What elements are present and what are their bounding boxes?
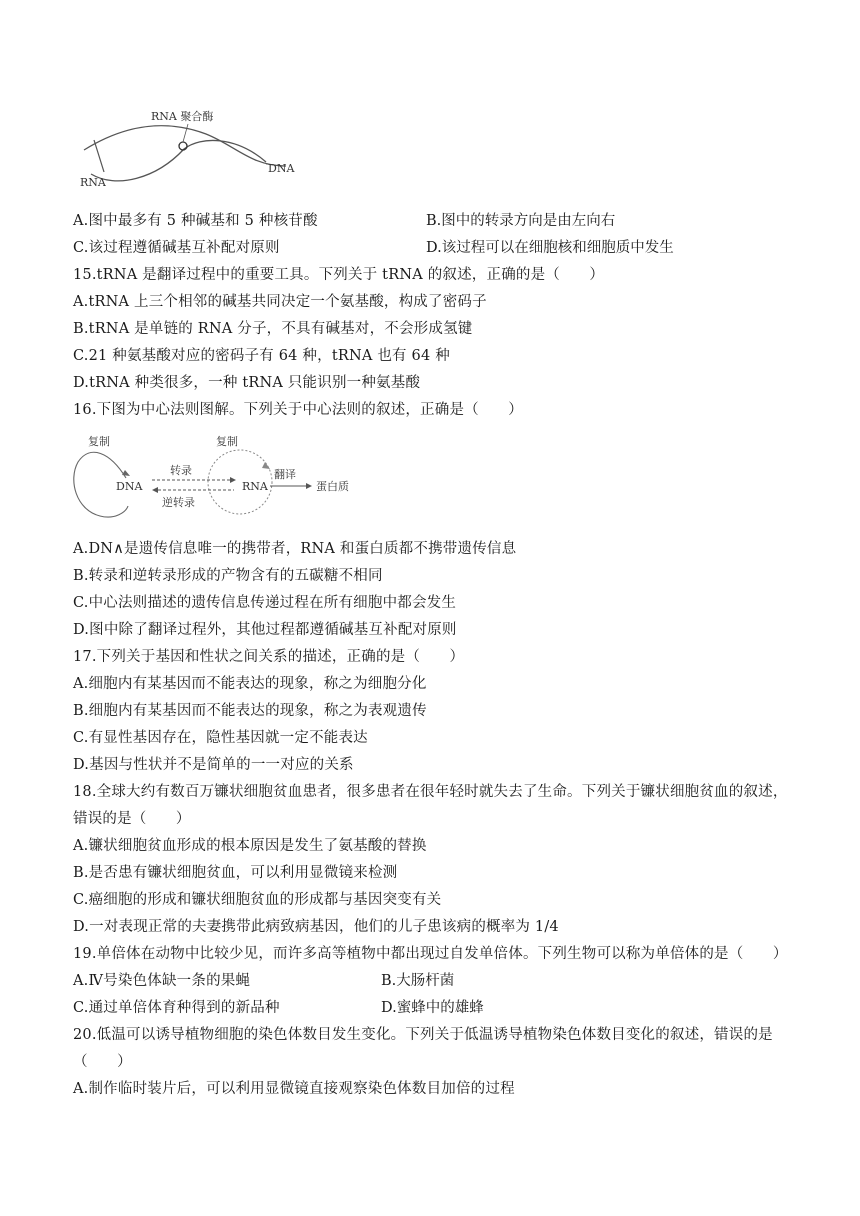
q20-option-a: A.制作临时装片后，可以利用显微镜直接观察染色体数目加倍的过程 (73, 1081, 515, 1097)
q16-stem: 16.下图为中心法则图解。下列关于中心法则的叙述，正确是（ ） (73, 402, 523, 418)
translation-label: 翻译 (274, 468, 296, 481)
q18-option-a: A.镰状细胞贫血形成的根本原因是发生了氨基酸的替换 (73, 838, 427, 854)
transcription-figure (76, 104, 306, 196)
reverse-transcription-label: 逆转录 (162, 496, 195, 509)
dna-label: DNA (268, 162, 295, 175)
q19-option-b: B.大肠杆菌 (381, 973, 455, 989)
dna-node: DNA (116, 480, 143, 493)
q15-option-c: C.21 种氨基酸对应的密码子有 64 种，tRNA 也有 64 种 (73, 348, 450, 364)
q17-option-b: B.细胞内有某基因而不能表达的现象，称之为表观遗传 (73, 703, 427, 719)
q19-option-d: D.蜜蜂中的雄蜂 (381, 1000, 484, 1016)
q18-option-b: B.是否患有镰状细胞贫血，可以利用显微镜来检测 (73, 865, 398, 881)
q18-stem-line1: 18.全球大约有数百万镰状细胞贫血患者，很多患者在很年轻时就失去了生命。下列关于镰状细胞贫血的叙述， (73, 784, 788, 800)
q15-option-d: D.tRNA 种类很多，一种 tRNA 只能识别一种氨基酸 (73, 375, 421, 391)
q14-option-d: D.该过程可以在细胞核和细胞质中发生 (426, 240, 674, 256)
q15-option-a: A.tRNA 上三个相邻的碱基共同决定一个氨基酸，构成了密码子 (73, 294, 487, 310)
q19-stem: 19.单倍体在动物中比较少见，而许多高等植物中都出现过自发单倍体。下列生物可以称为单倍体的是（ ） (73, 946, 788, 962)
rna-strand (94, 140, 104, 172)
q17-stem: 17.下列关于基因和性状之间关系的描述，正确的是（ ） (73, 649, 465, 665)
q14-option-c: C.该过程遵循碱基互补配对原则 (73, 240, 280, 256)
q20-stem-line1: 20.低温可以诱导植物细胞的染色体数目发生变化。下列关于低温诱导植物染色体数目变化的叙述，错误的是 (73, 1027, 773, 1043)
q18-option-c: C.癌细胞的形成和镰状细胞贫血的形成都与基因突变有关 (73, 892, 442, 908)
q17-option-a: A.细胞内有某基因而不能表达的现象，称之为细胞分化 (73, 676, 427, 692)
q16-option-a: A.DN∧是遗传信息唯一的携带者，RNA 和蛋白质都不携带遗传信息 (73, 541, 517, 557)
transcription-label: 转录 (170, 464, 192, 477)
q19-option-c: C.通过单倍体育种得到的新品种 (73, 1000, 280, 1016)
q17-option-d: D.基因与性状并不是简单的一一对应的关系 (73, 757, 354, 773)
q18-stem-line2: 错误的是（ ） (73, 811, 191, 827)
rna-polymerase-label: RNA 聚合酶 (151, 110, 214, 123)
q15-stem: 15.tRNA 是翻译过程中的重要工具。下列关于 tRNA 的叙述，正确的是（ ） (73, 267, 605, 283)
q16-option-d: D.图中除了翻译过程外，其他过程都遵循碱基互补配对原则 (73, 622, 457, 638)
rna-label: RNA (80, 176, 106, 189)
q19-option-a: A.Ⅳ号染色体缺一条的果蝇 (73, 973, 251, 989)
q18-option-d: D.一对表现正常的夫妻携带此病致病基因，他们的儿子患该病的概率为 1/4 (73, 919, 559, 935)
q16-option-b: B.转录和逆转录形成的产物含有的五碳糖不相同 (73, 568, 383, 584)
q16-option-c: C.中心法则描述的遗传信息传递过程在所有细胞中都会发生 (73, 595, 457, 611)
replication-label-right: 复制 (216, 435, 238, 448)
q20-stem-line2: （ ） (73, 1054, 132, 1070)
protein-node: 蛋白质 (316, 480, 349, 493)
q14-option-a: A.图中最多有 5 种碱基和 5 种核苷酸 (73, 213, 318, 229)
q15-option-b: B.tRNA 是单链的 RNA 分子，不具有碱基对，不会形成氢键 (73, 321, 473, 337)
dna-strand-upper (84, 126, 286, 166)
replication-label-left: 复制 (88, 435, 110, 448)
central-dogma-figure (70, 432, 370, 524)
rna-polymerase-icon (179, 142, 187, 150)
q17-option-c: C.有显性基因存在，隐性基因就一定不能表达 (73, 730, 368, 746)
rna-node: RNA (242, 480, 268, 493)
q14-option-b: B.图中的转录方向是由左向右 (426, 213, 616, 229)
